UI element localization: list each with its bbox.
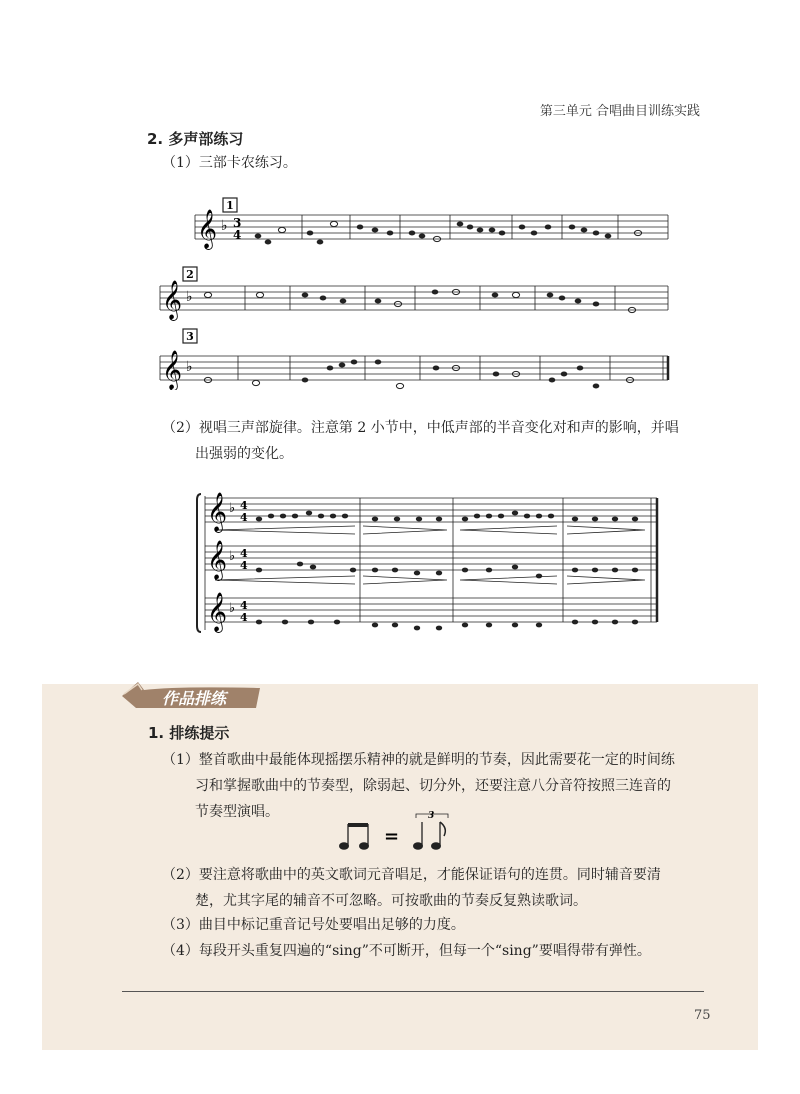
svg-text:作品排练: 作品排练: [162, 689, 227, 708]
tip-1-line-1: （1）整首歌曲中最能体现摇摆乐精神的就是鲜明的节奏，因此需要花一定的时间练: [162, 752, 675, 768]
tip-1-line-2: 习和掌握歌曲中的节奏型，除弱起、切分外，还要注意八分音符按照三连音的: [195, 778, 671, 794]
svg-text:4: 4: [233, 228, 242, 242]
staff-1: [195, 215, 668, 239]
svg-text:♭: ♭: [229, 549, 236, 564]
exercise-2-line-2: 出强弱的变化。: [195, 446, 293, 462]
svg-text:♭: ♭: [229, 601, 236, 616]
running-header: 第三单元 合唱曲目训练实践: [539, 104, 700, 119]
rehearsal-banner: [118, 676, 268, 712]
treble-clef-icon: 𝄞: [197, 209, 218, 249]
treble-clef-icon: 𝄞: [162, 280, 183, 320]
svg-text:4: 4: [240, 547, 248, 560]
canon-notes: [204, 221, 641, 388]
voice-marker-1: [223, 198, 237, 212]
tip-3: （3）曲目中标记重音记号处要唱出足够的力度。: [162, 917, 465, 933]
svg-text:𝄞: 𝄞: [207, 592, 228, 632]
svg-text:4: 4: [240, 599, 248, 612]
exercise-1-label: （1）三部卡农练习。: [162, 155, 297, 171]
svg-text:2: 2: [186, 268, 194, 281]
svg-text:3: 3: [233, 216, 242, 230]
exercise-2-line-1: （2）视唱三声部旋律。注意第 2 小节中，中低声部的半音变化对和声的影响，并唱: [162, 420, 679, 436]
three-voice-notes: [256, 511, 638, 631]
svg-text:3: 3: [186, 330, 194, 343]
staff-alto: [205, 546, 657, 570]
svg-text:♭: ♭: [229, 501, 236, 516]
svg-text:4: 4: [240, 511, 248, 524]
rhythm-equivalence: [330, 808, 480, 858]
staff-3: [160, 356, 668, 380]
svg-text:𝄞: 𝄞: [207, 492, 228, 532]
flat-icon: ♭: [186, 359, 193, 375]
voice-marker-3: [183, 329, 197, 343]
voice-marker-2: [183, 267, 197, 281]
svg-text:1: 1: [226, 199, 234, 212]
three-voice-score: [195, 490, 665, 640]
tip-1-line-3: 节奏型演唱。: [195, 804, 279, 820]
flat-icon: ♭: [221, 218, 228, 234]
svg-text:4: 4: [240, 499, 248, 512]
svg-text:=: =: [384, 826, 400, 847]
flat-icon: ♭: [186, 289, 193, 305]
footer-rule: [122, 991, 704, 992]
staff-bass: [205, 598, 657, 622]
svg-text:4: 4: [240, 611, 248, 624]
treble-clef-icon: 𝄞: [162, 350, 183, 390]
svg-text:4: 4: [240, 559, 248, 572]
section-title: 2. 多声部练习: [147, 130, 244, 148]
page-number: 75: [694, 1008, 711, 1023]
staff-2: [160, 286, 668, 310]
rehearsal-heading: 1. 排练提示: [148, 724, 230, 742]
tip-4: （4）每段开头重复四遍的“sing”不可断开，但每一个“sing”要唱得带有弹性。: [162, 943, 651, 959]
tip-2-line-2: 楚，尤其字尾的辅音不可忽略。可按歌曲的节奏反复熟读歌词。: [195, 893, 587, 909]
canon-score: [150, 190, 680, 390]
svg-text:𝄞: 𝄞: [207, 540, 228, 580]
svg-text:3: 3: [428, 811, 435, 821]
tip-2-line-1: （2）要注意将歌曲中的英文歌词元音唱足，才能保证语句的连贯。同时辅音要清: [162, 867, 661, 883]
staff-soprano: [205, 498, 657, 522]
